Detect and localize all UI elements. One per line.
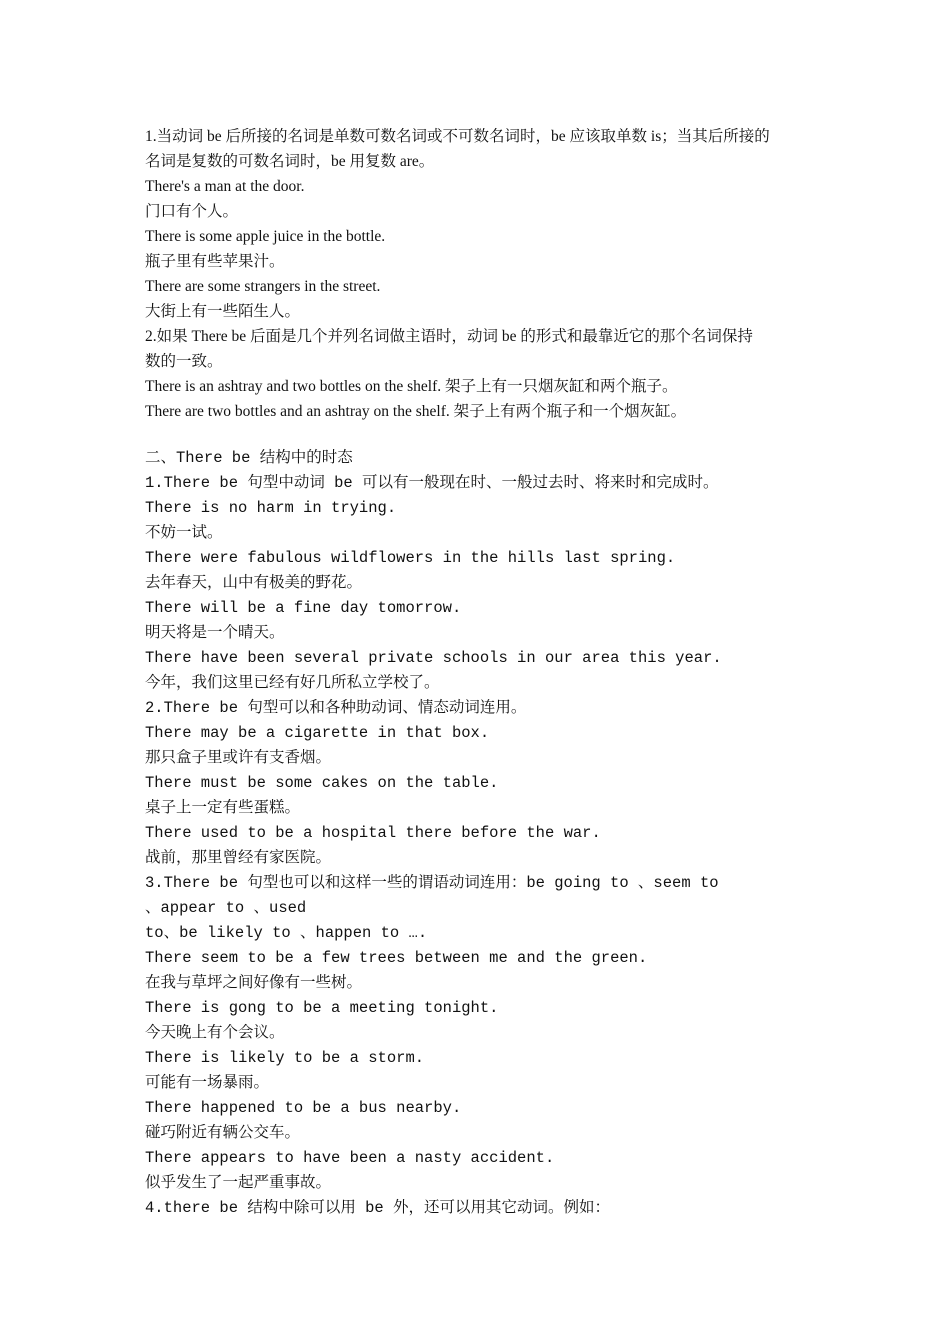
rule-1-text-line-1: 1.当动词 be 后所接的名词是单数可数名词或不可数名词时，be 应该取单数 is；当其后所接的 <box>145 128 770 145</box>
section-tenses <box>145 446 815 1221</box>
text-line: There have been several private schools in our area this year. <box>145 649 722 667</box>
text-line: There appears to have been a nasty accident. <box>145 1149 555 1167</box>
section-singular-plural <box>145 124 815 424</box>
text-line: 战前，那里曾经有家医院。 <box>145 849 332 867</box>
rule-2-text-line-2: 数的一致。 <box>145 353 223 370</box>
example-2-chinese: 瓶子里有些苹果汁。 <box>145 253 285 270</box>
text-line: 似乎发生了一起严重事故。 <box>145 1174 332 1192</box>
text-line: 在我与草坪之间好像有一些树。 <box>145 974 363 992</box>
text-line: 那只盒子里或许有支香烟。 <box>145 749 332 767</box>
text-line: There seem to be a few trees between me and the green. <box>145 949 648 967</box>
text-line: 、appear to 、used <box>145 899 307 917</box>
text-line: 今年，我们这里已经有好几所私立学校了。 <box>145 674 440 692</box>
text-line: 可能有一场暴雨。 <box>145 1074 270 1092</box>
text-line: There will be a fine day tomorrow. <box>145 599 462 617</box>
text-line: 不妨一试。 <box>145 524 223 542</box>
rule-2-text-line-1: 2.如果 There be 后面是几个并列名词做主语时，动词 be 的形式和最靠近它的那个名词保持 <box>145 328 753 345</box>
text-line: 桌子上一定有些蛋糕。 <box>145 799 301 817</box>
example-3-english: There are some strangers in the street. <box>145 278 381 295</box>
text-line: 碰巧附近有辆公交车。 <box>145 1124 301 1142</box>
example-2-english: There is some apple juice in the bottle. <box>145 228 386 245</box>
example-5: There are two bottles and an ashtray on the shelf. 架子上有两个瓶子和一个烟灰缸。 <box>145 403 687 420</box>
text-line: 3.There be 句型也可以和这样一些的谓语动词连用：be going to 、seem to <box>145 874 719 892</box>
text-line: 2.There be 句型可以和各种助动词、情态动词连用。 <box>145 699 527 717</box>
text-line: There used to be a hospital there before the war. <box>145 824 601 842</box>
example-3-chinese: 大街上有一些陌生人。 <box>145 303 301 320</box>
text-line: to、be likely to 、happen to …. <box>145 924 428 942</box>
text-line: 4.there be 结构中除可以用 be 外，还可以用其它动词。例如： <box>145 1199 611 1217</box>
text-line: 今天晚上有个会议。 <box>145 1024 285 1042</box>
text-line: There is no harm in trying. <box>145 499 397 517</box>
text-line: 明天将是一个晴天。 <box>145 624 285 642</box>
text-line: There happened to be a bus nearby. <box>145 1099 462 1117</box>
example-1-english: There's a man at the door. <box>145 178 305 195</box>
section-heading: 二、There be 结构中的时态 <box>145 449 353 467</box>
text-line: 1.There be 句型中动词 be 可以有一般现在时、一般过去时、将来时和完成时。 <box>145 474 719 492</box>
text-line: There is gong to be a meeting tonight. <box>145 999 499 1017</box>
example-4: There is an ashtray and two bottles on the shelf. 架子上有一只烟灰缸和两个瓶子。 <box>145 378 678 395</box>
text-line: There may be a cigarette in that box. <box>145 724 490 742</box>
rule-1-text-line-2: 名词是复数的可数名词时，be 用复数 are。 <box>145 153 435 170</box>
text-line: 去年春天，山中有极美的野花。 <box>145 574 363 592</box>
text-line: There is likely to be a storm. <box>145 1049 425 1067</box>
text-line: There were fabulous wildflowers in the hills last spring. <box>145 549 676 567</box>
example-1-chinese: 门口有个人。 <box>145 203 239 220</box>
text-line: There must be some cakes on the table. <box>145 774 499 792</box>
